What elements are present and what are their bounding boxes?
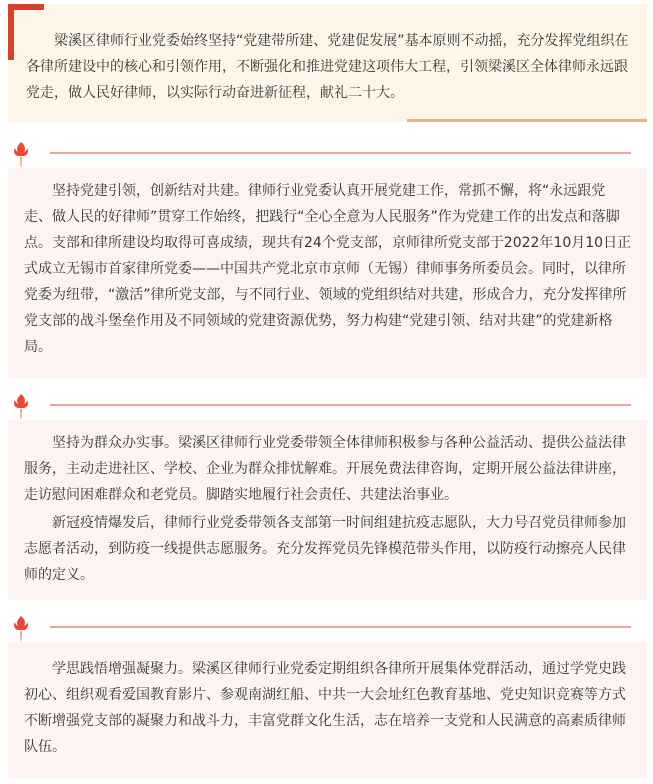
section-cohesion [8, 642, 647, 778]
intro-corner-accent-horizontal [8, 4, 44, 10]
torch-icon [10, 140, 32, 168]
intro-paragraph: 梁溪区律师行业党委始终坚持“党建带所建、党建促发展”基本原则不动摇，充分发挥党组织在各律所建设中的核心和引领作用，不断强化和推进党建这项伟大工程，引领梁溪区全体律师永远跟党走，做人民好律师，以实际行动奋进新征程，献礼二十大。 [26, 33, 629, 101]
intro-underline [407, 119, 647, 122]
section-paragraph: 新冠疫情爆发后，律师行业党委带领各支部第一时间组建抗疫志愿队，大力号召党员律师参加志愿者活动，到防疫一线提供志愿服务。充分发挥党员先锋模范带头作用，以防疫行动擦亮人民律师的定义。 [24, 515, 626, 583]
torch-icon [10, 392, 32, 420]
section-divider [8, 614, 647, 642]
divider-line [50, 152, 631, 154]
intro-corner-accent-vertical [8, 4, 14, 60]
torch-icon [10, 614, 32, 642]
divider-line [50, 404, 631, 406]
section-paragraph: 坚持党建引领，创新结对共建。律师行业党委认真开展党建工作，常抓不懈，将“永远跟党走、做人民的好律师”贯穿工作始终，把践行“全心全意为人民服务”作为党建工作的出发点和落脚点。支部和律所建设均取得可喜成绩，现共有24个党支部，京师律所党支部于2022年10月10日正式成立无锡市首家律所党委——中国共产党北京市京师（无锡）律师事务所委员会。同时，以律所党委为纽带，“激活”律所党支部，与不同行业、领域的党组织结对共建，形成合力，充分发挥律所党支部的战斗堡垒作用及不同领域的党建资源优势，努力构建“党建引领、结对共建”的党建新格局。 [24, 183, 632, 355]
section-serve-public [8, 420, 647, 600]
section-paragraph: 坚持为群众办实事。梁溪区律师行业党委带领全体律师积极参与各种公益活动、提供公益法律服务，主动走进社区、学校、企业为群众排忧解难。开展免费法律咨询，定期开展公益法律讲座，走访慰问困难群众和老党员。脚踏实地履行社会责任、共建法治事业。 [24, 435, 626, 503]
section-divider [8, 140, 647, 168]
intro-box [8, 4, 647, 122]
section-divider [8, 392, 647, 420]
section-paragraph: 学思践悟增强凝聚力。梁溪区律师行业党委定期组织各律所开展集体党群活动，通过学党史践初心、组织观看爱国教育影片、参观南湖红船、中共一大会址红色教育基地、党史知识竞赛等方式不断增强党支部的凝聚力和战斗力，丰富党群文化生活，志在培养一支党和人民满意的高素质律师队伍。 [24, 661, 626, 755]
section-party-building [8, 168, 647, 378]
divider-line [50, 626, 631, 628]
